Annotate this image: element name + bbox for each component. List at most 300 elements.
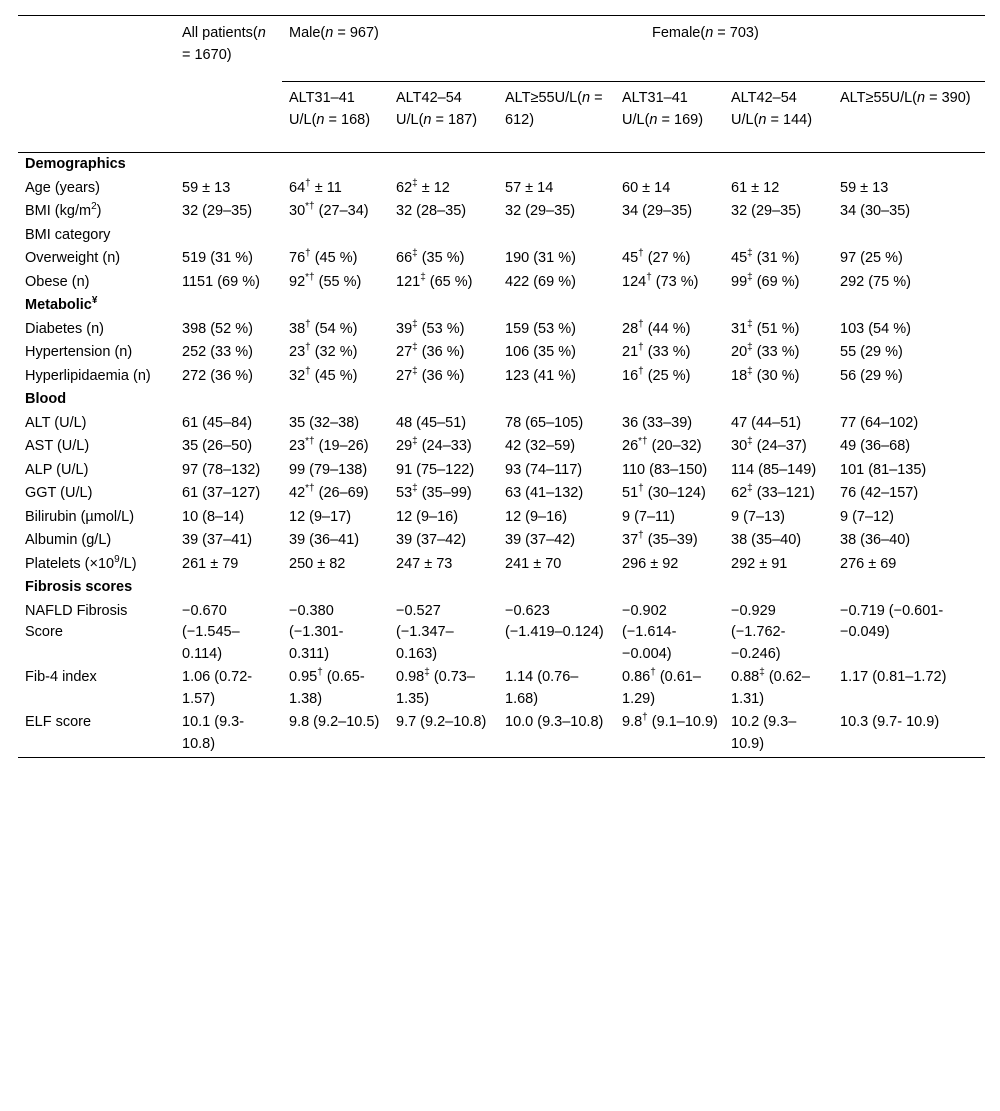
significance-mark: ‡ xyxy=(412,342,418,354)
row-label-text: Albumin (g/L) xyxy=(25,532,112,548)
significance-mark: ‡ xyxy=(747,271,753,283)
table-cell xyxy=(389,412,498,436)
cell-value: 76 xyxy=(289,250,306,266)
table-cell xyxy=(833,271,985,295)
cell-value: 12 (9–16) xyxy=(396,508,459,525)
cell-value: (35 %) xyxy=(417,250,465,266)
table-cell xyxy=(498,247,615,271)
table-cell xyxy=(724,271,833,295)
cell-value: (27–34) xyxy=(314,203,369,219)
cell-value: 272 (36 %) xyxy=(182,367,253,384)
row-label-superscript: 9 xyxy=(114,553,120,565)
table-cell xyxy=(724,459,833,483)
significance-mark: † xyxy=(638,365,644,377)
cell-value: 38 (35–40) xyxy=(731,532,802,548)
cell-value: 92 xyxy=(289,273,306,290)
table-cell xyxy=(833,459,985,483)
table-cell xyxy=(724,435,833,459)
table-cell xyxy=(282,271,389,295)
row-label-text: NAFLD Fibrosis Score xyxy=(25,602,128,640)
subheader-female-alt-42-54: ALT42–54 U/L(n = 144) xyxy=(724,82,833,153)
cell-value: 23 xyxy=(289,344,306,360)
cell-value: (36 %) xyxy=(417,344,465,360)
section-row xyxy=(18,576,985,600)
table-cell xyxy=(282,600,389,667)
cell-value: 422 (69 %) xyxy=(505,273,576,290)
table-cell xyxy=(615,529,724,553)
cell-value: 62 xyxy=(396,179,413,196)
cell-value: 45 xyxy=(622,250,639,266)
empty-cell xyxy=(175,576,282,600)
cell-value: −0.527 (−1.347–0.163) xyxy=(396,602,454,662)
cell-value: 34 (30–35) xyxy=(840,203,911,219)
empty-cell xyxy=(282,576,389,600)
cell-value: 114 (85–149) xyxy=(731,461,817,478)
cell-value: 252 (33 %) xyxy=(182,344,253,360)
row-label-text: /L) xyxy=(119,555,137,572)
empty-cell xyxy=(615,153,724,177)
cell-value: 35 (32–38) xyxy=(289,414,360,431)
empty-cell xyxy=(833,294,985,318)
table-cell xyxy=(724,529,833,553)
significance-mark: † xyxy=(638,342,644,354)
table-row xyxy=(18,224,985,248)
table-cell xyxy=(498,600,615,667)
cell-value: 250 ± 82 xyxy=(289,555,346,572)
significance-mark: † xyxy=(638,530,644,542)
cell-value: (30 %) xyxy=(752,367,800,384)
cell-value: 159 (53 %) xyxy=(505,320,576,337)
cell-value: (25 %) xyxy=(643,367,691,384)
row-label-text: BMI category xyxy=(25,226,111,243)
table-cell xyxy=(282,482,389,506)
empty-cell xyxy=(498,388,615,412)
table-cell xyxy=(724,365,833,389)
cell-value: 9 (7–12) xyxy=(840,508,895,525)
cell-value: (45 %) xyxy=(310,367,358,384)
cell-value: 0.95 xyxy=(289,669,318,685)
section-row xyxy=(18,294,985,318)
cell-value: (30–124) xyxy=(643,485,706,501)
cell-value: (27 %) xyxy=(643,250,691,266)
table-cell xyxy=(615,482,724,506)
significance-mark: ‡ xyxy=(747,318,753,330)
empty-cell xyxy=(282,153,389,177)
cell-value: 53 xyxy=(396,485,413,501)
cell-value: 59 ± 13 xyxy=(182,179,231,196)
cell-value: 23 xyxy=(289,438,306,454)
header-empty-cell xyxy=(18,16,175,82)
cell-value: (0.65-1.38) xyxy=(289,669,365,707)
significance-mark: ‡ xyxy=(412,436,418,448)
row-label-text: Fib-4 index xyxy=(25,669,97,685)
table-cell xyxy=(175,459,282,483)
cell-value: 28 xyxy=(622,320,639,337)
cell-value: 32 (29–35) xyxy=(505,203,576,219)
cell-value: 10.1 (9.3-10.8) xyxy=(182,714,245,752)
significance-mark: ‡ xyxy=(412,177,418,189)
cell-value: 56 (29 %) xyxy=(840,367,903,384)
table-cell xyxy=(833,435,985,459)
table-cell xyxy=(389,435,498,459)
table-cell xyxy=(175,482,282,506)
row-label xyxy=(18,711,175,758)
cell-value: 34 (29–35) xyxy=(622,203,693,219)
cell-value: −0.719 (−0.601-−0.049) xyxy=(840,602,944,640)
table-row xyxy=(18,177,985,201)
cell-value: 296 ± 92 xyxy=(622,555,679,572)
table-row xyxy=(18,506,985,530)
table-cell xyxy=(833,177,985,201)
row-label-text: Hypertension (n) xyxy=(25,344,133,360)
table-cell xyxy=(724,318,833,342)
cell-value: 1151 (69 %) xyxy=(182,273,260,290)
row-label xyxy=(18,553,175,577)
significance-mark: ‡ xyxy=(420,271,426,283)
row-label xyxy=(18,200,175,224)
table-cell xyxy=(615,177,724,201)
cell-value: 9 (7–13) xyxy=(731,508,786,525)
table-cell xyxy=(175,666,282,711)
cell-value: 97 (78–132) xyxy=(182,461,261,478)
row-label-text: BMI (kg/m xyxy=(25,203,92,219)
cell-value: 61 ± 12 xyxy=(731,179,780,196)
table-cell xyxy=(833,711,985,758)
table-cell xyxy=(833,600,985,667)
table-cell xyxy=(498,711,615,758)
table-cell xyxy=(615,506,724,530)
row-label-text: Overweight (n) xyxy=(25,250,121,266)
cell-value: 12 (9–17) xyxy=(289,508,352,525)
row-label xyxy=(18,506,175,530)
cell-value: −0.902 (−1.614-−0.004) xyxy=(622,602,677,662)
cell-value: −0.670 (−1.545–0.114) xyxy=(182,602,240,662)
empty-cell xyxy=(615,576,724,600)
row-label xyxy=(18,412,175,436)
table-cell xyxy=(724,224,833,248)
table-cell xyxy=(282,553,389,577)
cell-value: 39 (37–42) xyxy=(505,532,576,548)
table-row xyxy=(18,711,985,758)
cell-value: 66 xyxy=(396,250,413,266)
cell-value: (33 %) xyxy=(752,344,800,360)
significance-mark: † xyxy=(638,318,644,330)
row-label xyxy=(18,341,175,365)
empty-cell xyxy=(175,388,282,412)
cell-value: 276 ± 69 xyxy=(840,555,897,572)
table-cell xyxy=(175,711,282,758)
empty-cell xyxy=(389,388,498,412)
table-cell xyxy=(498,271,615,295)
cell-value: (36 %) xyxy=(417,367,465,384)
significance-mark: † xyxy=(650,667,656,679)
cell-value: 121 xyxy=(396,273,421,290)
cell-value: 61 (37–127) xyxy=(182,485,261,501)
cell-value: 42 xyxy=(289,485,306,501)
row-label xyxy=(18,271,175,295)
cell-value: 18 xyxy=(731,367,748,384)
table-cell xyxy=(615,224,724,248)
empty-cell xyxy=(498,153,615,177)
cell-value: 9.8 xyxy=(622,714,643,730)
cell-value: 57 ± 14 xyxy=(505,179,554,196)
significance-mark: ‡ xyxy=(747,342,753,354)
subheader-male-alt-42-54: ALT42–54 U/L(n = 187) xyxy=(389,82,498,153)
significance-mark: † xyxy=(305,318,311,330)
cell-value: (31 %) xyxy=(752,250,800,266)
table-cell xyxy=(833,341,985,365)
cell-value: 190 (31 %) xyxy=(505,250,576,266)
table-cell xyxy=(389,666,498,711)
table-cell xyxy=(389,200,498,224)
cell-value: 64 xyxy=(289,179,306,196)
table-cell xyxy=(724,247,833,271)
table-cell xyxy=(724,482,833,506)
cell-value: 38 (36–40) xyxy=(840,532,911,548)
significance-mark: ‡ xyxy=(747,248,753,260)
cell-value: 45 xyxy=(731,250,748,266)
significance-mark: *† xyxy=(305,483,315,495)
table-cell xyxy=(175,506,282,530)
header-male: Male(n = 967) xyxy=(282,16,615,82)
cell-value: 241 ± 70 xyxy=(505,555,562,572)
significance-mark: † xyxy=(642,712,648,724)
cell-value: 60 ± 14 xyxy=(622,179,671,196)
cell-value: 0.86 xyxy=(622,669,651,685)
cell-value: 38 xyxy=(289,320,306,337)
table-cell xyxy=(175,553,282,577)
cell-value: 10.0 (9.3–10.8) xyxy=(505,714,604,730)
cell-value: (55 %) xyxy=(314,273,362,290)
table-cell xyxy=(282,200,389,224)
empty-cell xyxy=(724,576,833,600)
section-heading-text: Blood xyxy=(25,391,67,407)
cell-value: (32 %) xyxy=(310,344,358,360)
table-cell xyxy=(724,506,833,530)
table-cell xyxy=(724,666,833,711)
cell-value: 21 xyxy=(622,344,639,360)
cell-value: 123 (41 %) xyxy=(505,367,576,384)
cell-value: 32 xyxy=(289,367,306,384)
table-cell xyxy=(498,341,615,365)
table-cell xyxy=(615,247,724,271)
header-empty-cell xyxy=(175,82,282,153)
section-heading xyxy=(18,153,175,177)
cell-value: 27 xyxy=(396,367,413,384)
row-label-text: AST (U/L) xyxy=(25,438,90,454)
table-row xyxy=(18,318,985,342)
table-row xyxy=(18,666,985,711)
table-cell xyxy=(498,200,615,224)
header-female: Female(n = 703) xyxy=(615,16,985,82)
table-cell xyxy=(282,341,389,365)
cell-value: 27 xyxy=(396,344,413,360)
empty-cell xyxy=(282,294,389,318)
table-row xyxy=(18,482,985,506)
table-cell xyxy=(282,177,389,201)
significance-mark: *† xyxy=(305,436,315,448)
cell-value: 0.88 xyxy=(731,669,760,685)
table-cell xyxy=(498,224,615,248)
table-cell xyxy=(724,341,833,365)
row-label-text: Platelets (×10 xyxy=(25,555,115,572)
cell-value: (0.62–1.31) xyxy=(731,669,810,707)
table-cell xyxy=(389,506,498,530)
cell-value: 10.2 (9.3–10.9) xyxy=(731,714,797,752)
table-cell xyxy=(282,318,389,342)
row-label-superscript: 2 xyxy=(91,201,97,213)
table-cell xyxy=(615,666,724,711)
cell-value: (9.1–10.9) xyxy=(647,714,718,730)
table-cell xyxy=(282,506,389,530)
table-cell xyxy=(833,247,985,271)
row-label-text: Diabetes (n) xyxy=(25,320,104,337)
cell-value: 261 ± 79 xyxy=(182,555,239,572)
table-cell xyxy=(282,247,389,271)
cell-value: (0.73–1.35) xyxy=(396,669,475,707)
empty-cell xyxy=(833,153,985,177)
cell-value: 36 (33–39) xyxy=(622,414,693,431)
empty-cell xyxy=(175,294,282,318)
row-label-text: Bilirubin (µmol/L) xyxy=(25,508,135,525)
cell-value: 9.7 (9.2–10.8) xyxy=(396,714,487,730)
table-cell xyxy=(175,177,282,201)
significance-mark: ‡ xyxy=(412,318,418,330)
cell-value: 20 xyxy=(731,344,748,360)
cell-value: 110 (83–150) xyxy=(622,461,708,478)
empty-cell xyxy=(833,388,985,412)
cell-value: 39 (37–42) xyxy=(396,532,467,548)
table-cell xyxy=(498,365,615,389)
table-row xyxy=(18,529,985,553)
cell-value: 62 xyxy=(731,485,748,501)
section-heading xyxy=(18,576,175,600)
table-cell xyxy=(833,666,985,711)
cell-value: 99 xyxy=(731,273,748,290)
cell-value: 99 (79–138) xyxy=(289,461,368,478)
row-label-text: Hyperlipidaemia (n) xyxy=(25,367,151,384)
table-cell xyxy=(175,529,282,553)
cell-value: (45 %) xyxy=(310,250,358,266)
empty-cell xyxy=(282,388,389,412)
cell-value: 519 (31 %) xyxy=(182,250,253,266)
section-heading-text: Fibrosis scores xyxy=(25,579,133,595)
cell-value: 26 xyxy=(622,438,639,454)
table-cell xyxy=(389,318,498,342)
cell-value: (0.61–1.29) xyxy=(622,669,701,707)
cell-value: 77 (64–102) xyxy=(840,414,919,431)
table-cell xyxy=(498,318,615,342)
cell-value: 30 xyxy=(731,438,748,454)
table-cell xyxy=(175,247,282,271)
table-cell xyxy=(389,529,498,553)
cell-value: 32 (29–35) xyxy=(182,203,253,219)
row-label xyxy=(18,600,175,667)
significance-mark: † xyxy=(305,342,311,354)
cell-value: 9 (7–11) xyxy=(622,508,675,525)
cell-value: 1.17 (0.81–1.72) xyxy=(840,669,947,685)
table-cell xyxy=(389,341,498,365)
table-cell xyxy=(175,412,282,436)
table-cell xyxy=(498,177,615,201)
subheader-male-alt-31-41: ALT31–41 U/L(n = 168) xyxy=(282,82,389,153)
significance-mark: † xyxy=(638,483,644,495)
cell-value: 91 (75–122) xyxy=(396,461,475,478)
table-cell xyxy=(282,435,389,459)
cell-value: 59 ± 13 xyxy=(840,179,889,196)
cell-value: 42 (32–59) xyxy=(505,438,576,454)
table-cell xyxy=(833,553,985,577)
table-cell xyxy=(175,341,282,365)
cell-value: 106 (35 %) xyxy=(505,344,576,360)
significance-mark: ‡ xyxy=(747,483,753,495)
cell-value: 247 ± 73 xyxy=(396,555,453,572)
subheader-female-alt-31-41: ALT31–41 U/L(n = 169) xyxy=(615,82,724,153)
cell-value: 292 (75 %) xyxy=(840,273,911,290)
cell-value: (35–99) xyxy=(417,485,472,501)
significance-mark: ‡ xyxy=(424,667,430,679)
empty-cell xyxy=(498,294,615,318)
significance-mark: † xyxy=(305,365,311,377)
cell-value: 51 xyxy=(622,485,639,501)
empty-cell xyxy=(833,576,985,600)
significance-mark: ‡ xyxy=(747,365,753,377)
table-cell xyxy=(833,482,985,506)
table-cell xyxy=(615,318,724,342)
cell-value: 1.06 (0.72-1.57) xyxy=(182,669,253,707)
cell-value: 37 xyxy=(622,532,639,548)
row-label xyxy=(18,224,175,248)
table-cell xyxy=(724,412,833,436)
table-cell xyxy=(282,224,389,248)
cell-value: (35–39) xyxy=(643,532,698,548)
cell-value: −0.380 (−1.301-0.311) xyxy=(289,602,344,662)
cell-value: 10 (8–14) xyxy=(182,508,245,525)
table-cell xyxy=(498,553,615,577)
table-cell xyxy=(282,666,389,711)
table-cell xyxy=(615,200,724,224)
row-label xyxy=(18,482,175,506)
cell-value: (26–69) xyxy=(314,485,369,501)
table-cell xyxy=(833,224,985,248)
cell-value: 0.98 xyxy=(396,669,425,685)
cell-value: −0.929 (−1.762-−0.246) xyxy=(731,602,786,662)
empty-cell xyxy=(615,294,724,318)
table-cell xyxy=(498,435,615,459)
empty-cell xyxy=(389,294,498,318)
table-cell xyxy=(833,506,985,530)
cell-value: (51 %) xyxy=(752,320,800,337)
table-row xyxy=(18,600,985,667)
table-cell xyxy=(833,318,985,342)
table-row xyxy=(18,247,985,271)
significance-mark: *† xyxy=(305,201,315,213)
cell-value: 292 ± 91 xyxy=(731,555,788,572)
significance-mark: † xyxy=(305,177,311,189)
table-cell xyxy=(389,177,498,201)
row-label xyxy=(18,435,175,459)
table-cell xyxy=(282,459,389,483)
table-cell xyxy=(389,711,498,758)
table-cell xyxy=(615,711,724,758)
table-body xyxy=(18,153,985,758)
table-cell xyxy=(389,365,498,389)
section-heading-text: Metabolic xyxy=(25,297,92,313)
empty-cell xyxy=(175,153,282,177)
table-cell xyxy=(724,600,833,667)
table-cell xyxy=(389,224,498,248)
cell-value: 101 (81–135) xyxy=(840,461,927,478)
